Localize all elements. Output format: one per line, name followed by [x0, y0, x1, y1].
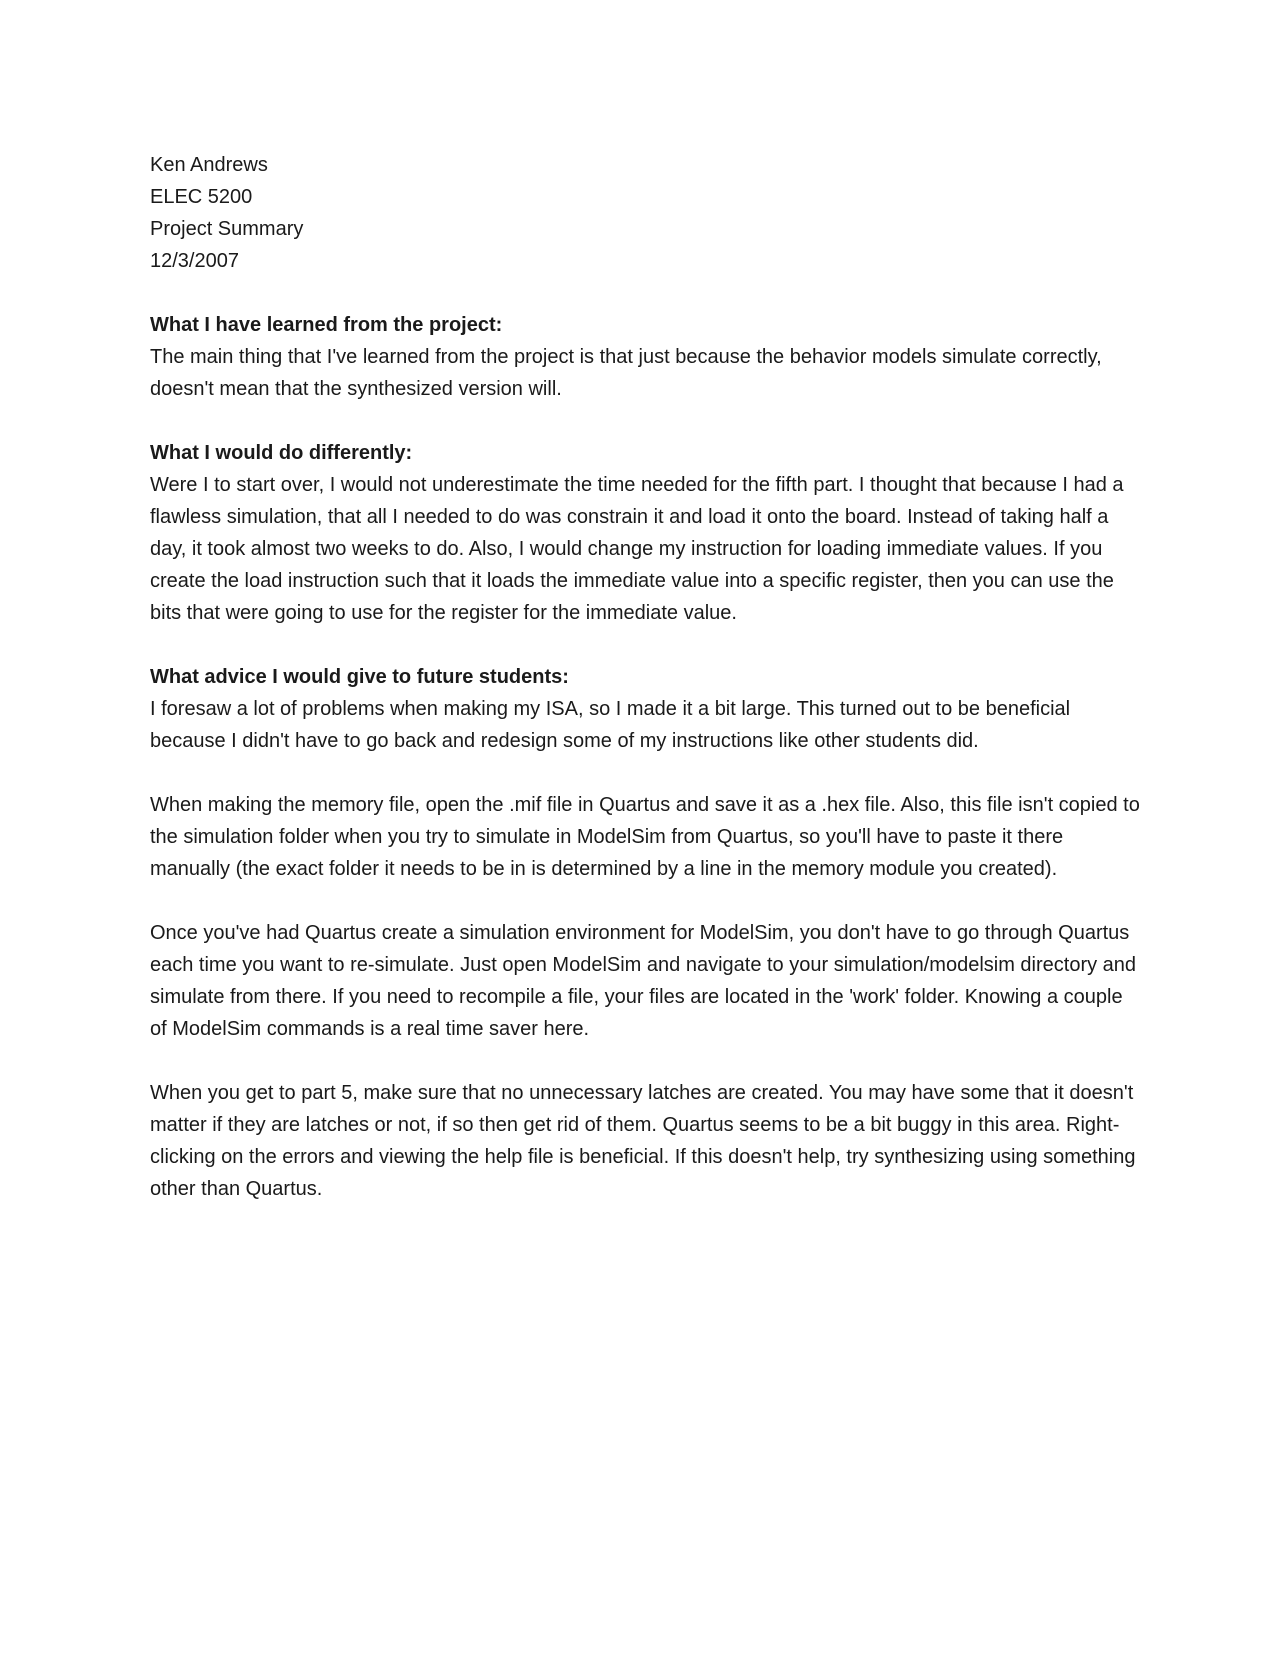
spacer [150, 1045, 1140, 1077]
section-paragraph-learned: The main thing that I've learned from the project is that just because the behavior models simulate correctly, doesn't mean that the synthesized version will. [150, 346, 1102, 400]
spacer [150, 757, 1140, 789]
document-page [150, 149, 1140, 1205]
section-paragraph-differently: Were I to start over, I would not underestimate the time needed for the fifth part. I thought that because I had a flawless simulation, that all I needed to do was constrain it and load it onto the board. Instead of taking half a day, it took almost two weeks to do. Also, I would change my instruction for loading immediate values. If you create the load instruction such that it loads the immediate value into a specific register, then you can use the bits that were going to use for the register for the immediate value. [150, 474, 1124, 624]
spacer [150, 277, 1140, 309]
section-heading-differently: What I would do differently: [150, 442, 413, 464]
section-heading-learned: What I have learned from the project: [150, 314, 503, 336]
course-code: ELEC 5200 [150, 186, 253, 208]
spacer [150, 629, 1140, 661]
author-name: Ken Andrews [150, 154, 268, 176]
spacer [150, 405, 1140, 437]
advice-paragraph-latches: When you get to part 5, make sure that no unnecessary latches are created. You may have some that it doesn't matter if they are latches or not, if so then get rid of them. Quartus seems to be a bit buggy in this area. Right-clicking on the errors and viewing the help file is beneficial. If this doesn't help, try synthesizing using something other than Quartus. [150, 1082, 1136, 1200]
advice-paragraph-memory-file: When making the memory file, open the .mif file in Quartus and save it as a .hex file. Also, this file isn't copied to the simulation folder when you try to simulate in ModelSim from Quartus, so you'll have to paste it there manually (the exact folder it needs to be in is determined by a line in the memory module you created). [150, 794, 1140, 880]
document-title: Project Summary [150, 218, 304, 240]
spacer [150, 885, 1140, 917]
advice-paragraph-isa: I foresaw a lot of problems when making my ISA, so I made it a bit large. This turned out to be beneficial because I didn't have to go back and redesign some of my instructions like other students did. [150, 698, 1071, 752]
advice-paragraph-modelsim: Once you've had Quartus create a simulation environment for ModelSim, you don't have to go through Quartus each time you want to re-simulate. Just open ModelSim and navigate to your simulation/modelsim directory and simulate from there. If you need to recompile a file, your files are located in the 'work' folder. Knowing a couple of ModelSim commands is a real time saver here. [150, 922, 1137, 1040]
document-date: 12/3/2007 [150, 250, 239, 272]
section-heading-advice: What advice I would give to future students: [150, 666, 569, 688]
